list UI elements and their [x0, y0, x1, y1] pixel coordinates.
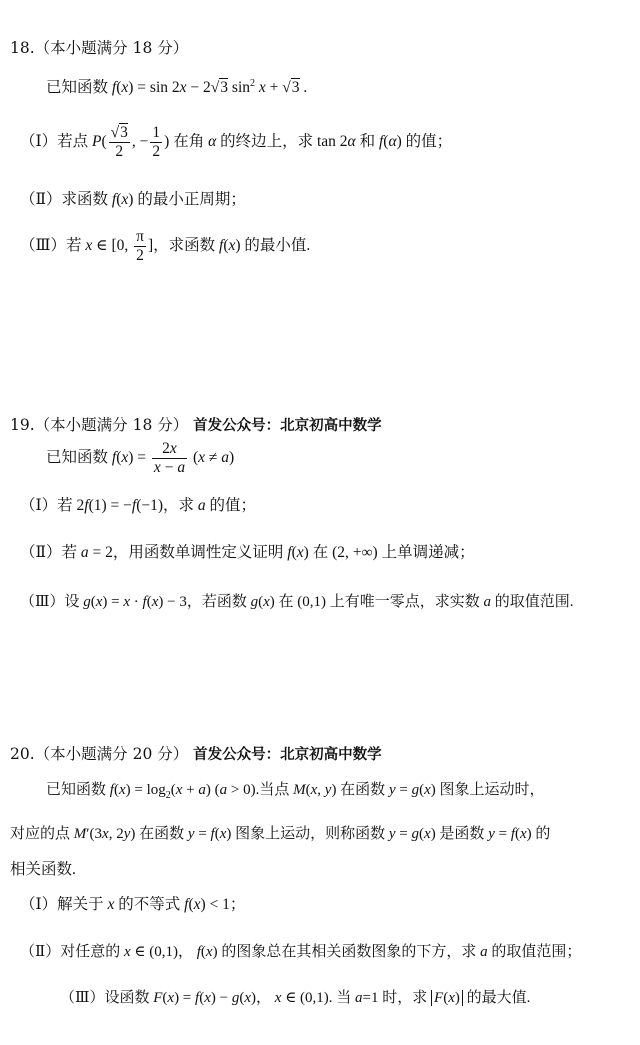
q19-part2: （Ⅱ）若 a = 2，用函数单调性定义证明 f(x) 在 (2, +∞) 上单调递减； — [20, 544, 475, 561]
q19-stem-prefix: 已知函数 — [46, 449, 112, 467]
q20-stem-line1: 已知函数 $f(x) = \log_2(x + a) (a > 0)$.当点 M(x, y) 在函数 y = g(x) 图象上运动时， — [46, 782, 545, 801]
q18-part3-interval: x ∈ [0, $\frac{\pi}{2}$ ] — [85, 228, 154, 264]
q20-header — [10, 742, 382, 767]
q18-header: 18.（本小题满分 18 分） — [10, 39, 189, 57]
q18-part2: （Ⅱ）求函数 f(x) 的最小正周期； — [20, 191, 246, 208]
q18-part1 — [20, 124, 452, 161]
q18-part3-label: （Ⅲ）若 — [20, 237, 86, 255]
q19-stem — [46, 440, 234, 477]
q18-part1-point: P( $\frac{√3}{2}$ , − $\frac{1}{2}$ ) — [92, 124, 170, 160]
q20-stem-line2: 对应的点 M′(3x, 2y) 在函数 y = f(x) 图象上运动，则称函数 y = g(x) 是函数 y = f(x) 的 — [10, 826, 551, 842]
q18-part1-rest: 在角 α 的终边上，求 tan 2α 和 f(α) 的值； — [169, 133, 453, 151]
q20-part3: （Ⅲ）设函数 F(x) = f(x) − g(x)， x ∈ (0,1). 当 a=1 时，求 F(x) 的最大值. — [60, 990, 531, 1006]
q19-header-num: 19.（本小题满分 18 分） — [10, 416, 189, 434]
q18-stem-formula: f(x) = sin 2x − 2√3 $\sin^2 x + √3$ . — [111, 78, 308, 97]
q20-part2: （Ⅱ）对任意的 x ∈ (0,1)， f(x) 的图象总在其相关函数图象的下方，求 a 的取值范围； — [20, 944, 582, 960]
q19-stem-formula: f(x) = $\frac{2x}{x - a}$ (x ≠ a) — [111, 440, 235, 476]
q20-header-num: 20.（本小题满分 20 分） — [10, 745, 189, 763]
q19-part3: （Ⅲ）设 g(x) = x · f(x) − 3，若函数 g(x) 在 (0,1) 上有唯一零点，求实数 a 的取值范围. — [20, 594, 574, 610]
q20-stem-line3: 相关函数. — [10, 861, 76, 878]
q20-header-source: 首发公众号：北京初高中数学 — [193, 747, 382, 763]
q19-header — [10, 413, 382, 438]
q20-part1: （Ⅰ）解关于 x 的不等式 f(x) < 1； — [20, 896, 246, 913]
q18-part1-label: （Ⅰ）若点 — [20, 133, 92, 151]
q18-part3 — [20, 228, 310, 265]
q19-part1: （Ⅰ）若 2f(1) = −f(−1)，求 a 的值； — [20, 497, 257, 514]
q18-part3-rest: ，求函数 f(x) 的最小值. — [153, 237, 311, 255]
q18-stem-prefix: 已知函数 — [46, 79, 112, 97]
q18-stem — [46, 72, 307, 100]
q19-header-source: 首发公众号：北京初高中数学 — [193, 418, 382, 434]
